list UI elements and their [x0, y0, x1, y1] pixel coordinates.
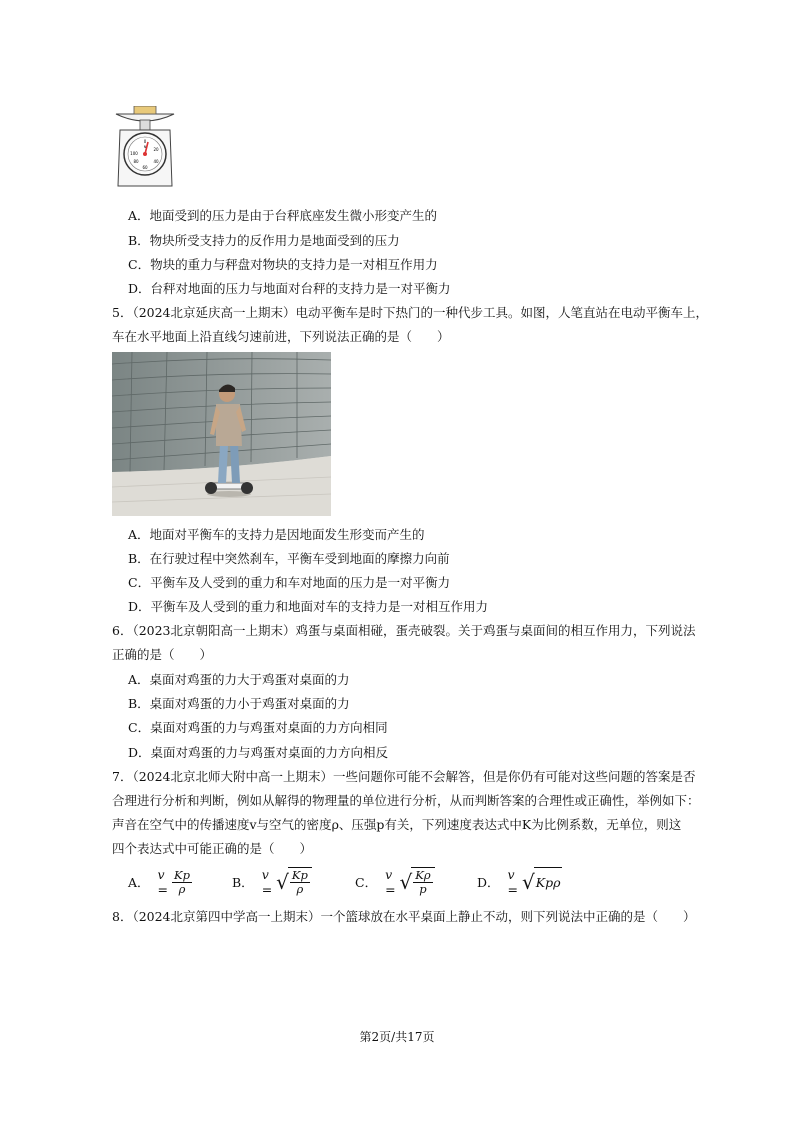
option-label: D． — [477, 875, 500, 890]
q7-stem-line-2: 合理进行分析和判断，例如从解得的物理量的单位进行分析，从而判断答案的合理性或正确性，举例如下： — [112, 793, 700, 808]
q5-option-d: D．平衡车及人受到的重力和地面对车的支持力是一对相互作用力 — [128, 599, 489, 614]
numerator: Kp — [291, 868, 308, 882]
q6-stem-line-1: 6．（2023北京朝阳高一上期末）鸡蛋与桌面相碰，蛋壳破裂。关于鸡蛋与桌面间的相互作用力，下列说法 — [112, 623, 696, 638]
q7-stem-line-3: 声音在空气中的传播速度v与空气的密度ρ、压强p有关，下列速度表达式中K为比例系数，无单位，则这 — [112, 817, 682, 832]
q7-option-b — [232, 864, 312, 900]
scale-illustration — [114, 106, 176, 192]
q4-option-c: C．物块的重力与秤盘对物块的支持力是一对相互作用力 — [128, 257, 438, 272]
q6-stem-line-2: 正确的是（ ） — [112, 647, 213, 662]
q7-option-a — [128, 864, 192, 900]
square-root — [400, 867, 435, 897]
denominator: ρ — [296, 882, 304, 896]
q5-stem-line-2: 车在水平地面上沿直线匀速前进，下列说法正确的是（ ） — [112, 329, 450, 344]
q5-option-c: C．平衡车及人受到的重力和车对地面的压力是一对平衡力 — [128, 575, 451, 590]
denominator: p — [419, 882, 427, 896]
q7-option-c — [355, 864, 435, 900]
q8-stem-line-1: 8．（2024北京第四中学高一上期末）一个篮球放在水平桌面上静止不动，则下列说法中正确的是（ ） — [112, 909, 696, 924]
dial-tick-label: 60 — [142, 165, 148, 170]
dial-tick-label: 100 — [130, 151, 138, 156]
q7-stem-line-1: 7．（2024北京北师大附中高一上期末）一些问题你可能不会解答，但是你仍有可能对这些问题的答案是否 — [112, 769, 696, 784]
square-root — [276, 867, 312, 897]
q7-option-d — [477, 864, 562, 900]
formula-lhs: v = — [157, 867, 169, 897]
formula-lhs: v = — [261, 867, 273, 897]
balance-scooter-photo — [112, 352, 331, 516]
q7-stem-line-4: 四个表达式中可能正确的是（ ） — [112, 841, 313, 856]
formula-lhs: v = — [507, 867, 519, 897]
option-label: B． — [232, 875, 254, 890]
dial-tick-label: 40 — [153, 159, 159, 164]
radical-sign: √ — [399, 870, 413, 894]
option-label: A． — [128, 875, 150, 890]
q6-option-c: C．桌面对鸡蛋的力与鸡蛋对桌面的力方向相同 — [128, 720, 388, 735]
option-label: C． — [355, 875, 378, 890]
formula-lhs: v = — [385, 867, 396, 897]
page-footer: 第2页/共17页 — [359, 1030, 435, 1044]
denominator: ρ — [178, 881, 186, 896]
q5-option-a: A．地面对平衡车的支持力是因地面发生形变而产生的 — [128, 527, 425, 542]
dial-tick-label: 20 — [153, 147, 159, 152]
fraction — [413, 869, 432, 896]
q6-option-d: D．桌面对鸡蛋的力与鸡蛋对桌面的力方向相反 — [128, 745, 389, 760]
radical-sign: √ — [522, 870, 535, 894]
q5-stem-line-1: 5．（2024北京延庆高一上期末）电动平衡车是时下热门的一种代步工具。如图，人笔直站在电动平衡车上， — [112, 305, 709, 320]
square-root — [522, 867, 562, 897]
q6-option-b: B．桌面对鸡蛋的力小于鸡蛋对桌面的力 — [128, 696, 350, 711]
q6-option-a: A．桌面对鸡蛋的力大于鸡蛋对桌面的力 — [128, 672, 350, 687]
q4-option-d: D．台秤对地面的压力与地面对台秤的支持力是一对平衡力 — [128, 281, 451, 296]
q4-option-a: A．地面受到的压力是由于台秤底座发生微小形变产生的 — [128, 208, 438, 223]
numerator: Kp — [174, 867, 190, 882]
fraction — [172, 869, 192, 896]
fraction — [290, 869, 310, 896]
dial-tick-label: 0 — [143, 139, 147, 144]
dial-unit-label: N — [143, 145, 147, 149]
q5-option-b: B．在行驶过程中突然刹车，平衡车受到地面的摩擦力向前 — [128, 551, 450, 566]
dial-tick-label: 80 — [133, 159, 139, 164]
numerator: Kρ — [415, 868, 431, 882]
radicand: Kpρ — [534, 867, 563, 897]
q4-option-b: B．物块所受支持力的反作用力是地面受到的压力 — [128, 233, 400, 248]
radical-sign: √ — [276, 870, 289, 894]
